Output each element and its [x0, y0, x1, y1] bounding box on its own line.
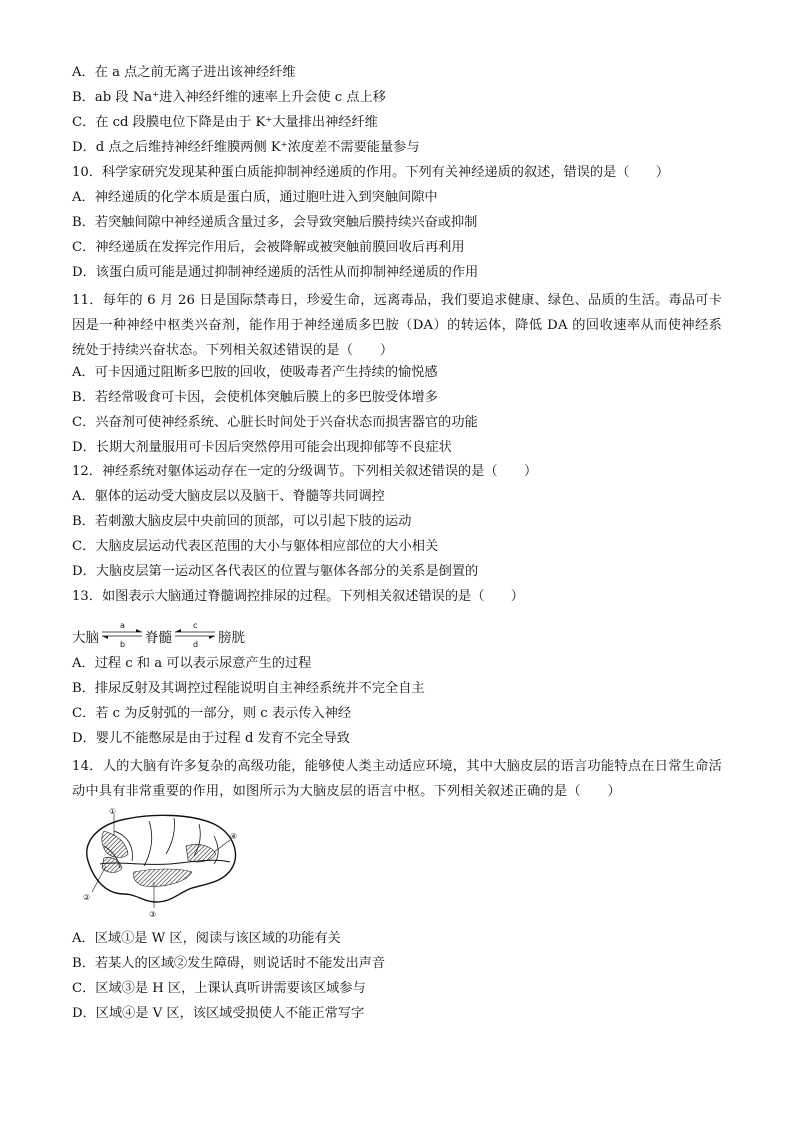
arrow-b-label: b: [120, 640, 126, 649]
q14-option-c: C．区域③是 H 区，上课认真听讲需要该区域参与: [72, 981, 366, 996]
q13-option-a: A．过程 c 和 a 可以表示尿意产生的过程: [72, 656, 312, 671]
q12-option-d: D．大脑皮层第一运动区各代表区的位置与躯体各部分的关系是倒置的: [72, 564, 479, 579]
diagram-bladder-label: 膀胱: [218, 630, 245, 646]
q12-option-c: C．大脑皮层运动代表区范围的大小与躯体相应部位的大小相关: [72, 539, 439, 554]
brain-language-center-diagram: [74, 806, 244, 918]
q12-stem: 12．神经系统对躯体运动存在一定的分级调节。下列相关叙述错误的是（ ）: [72, 464, 538, 479]
q13-option-d: D．婴儿不能憋尿是由于过程 d 发育不完全导致: [72, 731, 350, 746]
q11-option-c: C．兴奋剂可使神经系统、心脏长时间处于兴奋状态而损害器官的功能: [72, 415, 478, 430]
q10-option-c: C．神经递质在发挥完作用后，会被降解或被突触前膜回收后再利用: [72, 240, 465, 255]
q10-stem: 10．科学家研究发现某种蛋白质能抑制神经递质的作用。下列有关神经递质的叙述，错误的是（ ）: [72, 165, 670, 180]
q14-option-b: B．若某人的区域②发生障碍，则说话时不能发出声音: [72, 956, 386, 971]
q11-option-a: A．可卡因通过阻断多巴胺的回收，使吸毒者产生持续的愉悦感: [72, 365, 438, 380]
region-label-4: ④: [230, 832, 238, 841]
diagram-spinal-label: 脊髓: [145, 630, 172, 646]
diagram-brain-label: 大脑: [72, 630, 99, 646]
q13-option-b: B．排尿反射及其调控过程能说明自主神经系统并不完全自主: [72, 681, 425, 696]
arrow-a-head: [136, 629, 142, 632]
q14-stem: 14．人的大脑有许多复杂的高级功能，能够使人类主动适应环境，其中大脑皮层的语言功能特点在日常生命活动中具有非常重要的作用，如图所示为大脑皮层的语言中枢。下列相关叙述正确的是（ ）: [72, 759, 722, 799]
q14-option-d: D．区域④是 V 区，该区域受损使人不能正常写字: [72, 1006, 365, 1021]
q9-option-d: D．d 点之后维持神经纤维膜两侧 K⁺浓度差不需要能量参与: [72, 140, 420, 155]
q9-option-b: B．ab 段 Na⁺进入神经纤维的速率上升会使 c 点上移: [72, 90, 386, 105]
q12-option-b: B．若刺激大脑皮层中央前回的顶部，可以引起下肢的运动: [72, 514, 412, 529]
arrow-a-label: a: [120, 621, 125, 630]
arrow-d-head: [209, 636, 215, 639]
q12-option-a: A．躯体的运动受大脑皮层以及脑干、脊髓等共同调控: [72, 489, 385, 504]
region-label-3: ③: [149, 910, 157, 918]
q14-option-a: A．区域①是 W 区，阅读与该区域的功能有关: [72, 931, 341, 946]
q11-option-b: B．若经常吸食可卡因，会使机体突触后膜上的多巴胺受体增多: [72, 390, 438, 405]
diagram-arrows: [72, 620, 262, 650]
q11-stem: 11．每年的 6 月 26 日是国际禁毒日，珍爱生命，远离毒品，我们要追求健康、绿色、品质的生活。毒品可卡因是一种神经中枢类兴奋剂，能作用于神经递质多巴胺（DA）的转运体，降低 DA 的回收速率从而使神经系统处于持续兴奋状态。下列相关叙述错误的是（ ）: [72, 293, 722, 358]
region-label-1: ①: [109, 807, 117, 816]
q9-option-c: C．在 cd 段膜电位下降是由于 K⁺大量排出神经纤维: [72, 115, 378, 130]
q13-stem: 13．如图表示大脑通过脊髓调控排尿的过程。下列相关叙述错误的是（ ）: [72, 589, 524, 604]
q9-option-a: A．在 a 点之前无离子进出该神经纤维: [72, 65, 296, 80]
arrow-c-label: c: [193, 621, 198, 630]
q11-option-d: D．长期大剂量服用可卡因后突然停用可能会出现抑郁等不良症状: [72, 440, 452, 455]
q10-option-d: D．该蛋白质可能是通过抑制神经递质的活性从而抑制神经递质的作用: [72, 265, 479, 280]
q13-option-c: C．若 c 为反射弧的一部分，则 c 表示传入神经: [72, 706, 352, 721]
arrow-d-label: d: [193, 640, 199, 649]
arrow-c-head: [175, 629, 181, 632]
q10-option-a: A．神经递质的化学本质是蛋白质，通过胞吐进入到突触间隙中: [72, 190, 438, 205]
region-label-2: ②: [83, 893, 91, 902]
q10-option-b: B．若突触间隙中神经递质含量过多，会导致突触后膜持续兴奋或抑制: [72, 215, 478, 230]
arrow-b-head: [102, 636, 108, 639]
urination-control-diagram: [72, 620, 262, 650]
